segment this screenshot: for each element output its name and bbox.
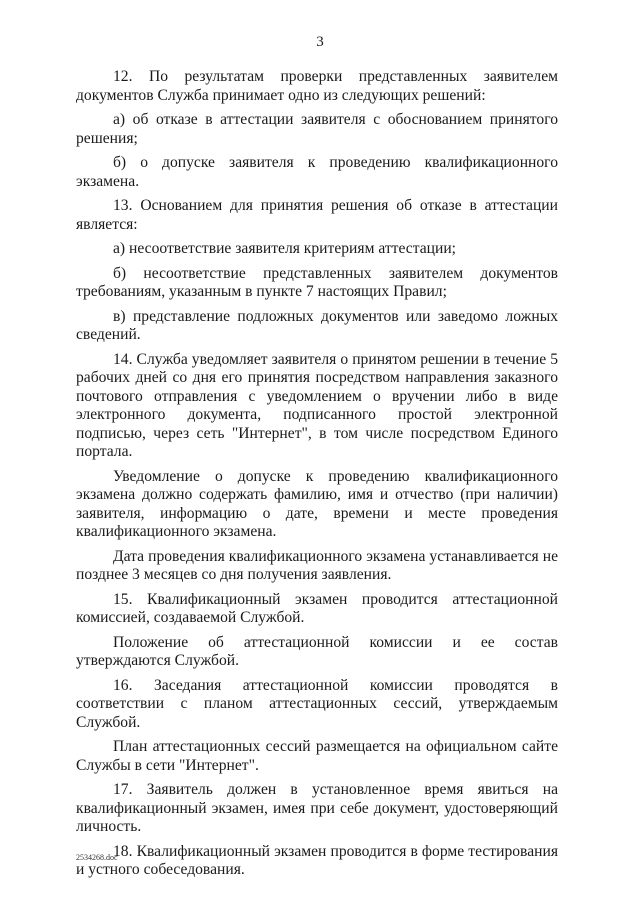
document-body	[76, 68, 558, 886]
paragraph-12: 12. По результатам проверки представленных заявителем документов Служба принимает одно из следующих решений:	[76, 68, 558, 104]
paragraph-13a: а) несоответствие заявителя критериям аттестации;	[113, 240, 457, 257]
file-name-footer: 2534268.doc	[76, 853, 118, 862]
paragraph-12a: а) об отказе в аттестации заявителя с обоснованием принятого решения;	[76, 111, 558, 147]
paragraph-13b: б) несоответствие представленных заявителем документов требованиям, указанным в пункте 7 настоящих Правил;	[76, 264, 558, 300]
paragraph-18: 18. Квалификационный экзамен проводится в форме тестирования и устного собеседования.	[76, 842, 558, 878]
paragraph-14-date: Дата проведения квалификационного экзамена устанавливается не позднее 3 месяцев со дня получения заявления.	[76, 547, 558, 583]
paragraph-12b: б) о допуске заявителя к проведению квалификационного экзамена.	[76, 154, 558, 190]
paragraph-14-notice: Уведомление о допуске к проведению квалификационного экзамена должно содержать фамилию, имя и отчество (при наличии) заявителя, информацию о дате, времени и месте проведения квалификационного экзамена.	[76, 467, 558, 540]
paragraph-16-plan: План аттестационных сессий размещается на официальном сайте Службы в сети "Интернет".	[76, 738, 558, 774]
paragraph-13c: в) представление подложных документов или заведомо ложных сведений.	[76, 307, 558, 343]
paragraph-14: 14. Служба уведомляет заявителя о принятом решении в течение 5 рабочих дней со дня его принятия посредством направления заказного почтового отправления с уведомлением о вручении либо в виде электронного документа, подписанного простой электронной подписью, через сеть "Интернет", в том числе посредством Единого портала.	[76, 350, 558, 460]
paragraph-15-regulation: Положение об аттестационной комиссии и ее состав утверждаются Службой.	[76, 633, 558, 669]
paragraph-13: 13. Основанием для принятия решения об отказе в аттестации является:	[76, 197, 558, 233]
paragraph-17: 17. Заявитель должен в установленное время явиться на квалификационный экзамен, имея при себе документ, удостоверяющий личность.	[76, 781, 558, 835]
paragraph-16: 16. Заседания аттестационной комиссии проводятся в соответствии с планом аттестационных сессий, утверждаемым Службой.	[76, 676, 558, 731]
page-number: 3	[316, 34, 324, 50]
paragraph-15: 15. Квалификационный экзамен проводится аттестационной комиссией, создаваемой Службой.	[76, 590, 558, 626]
